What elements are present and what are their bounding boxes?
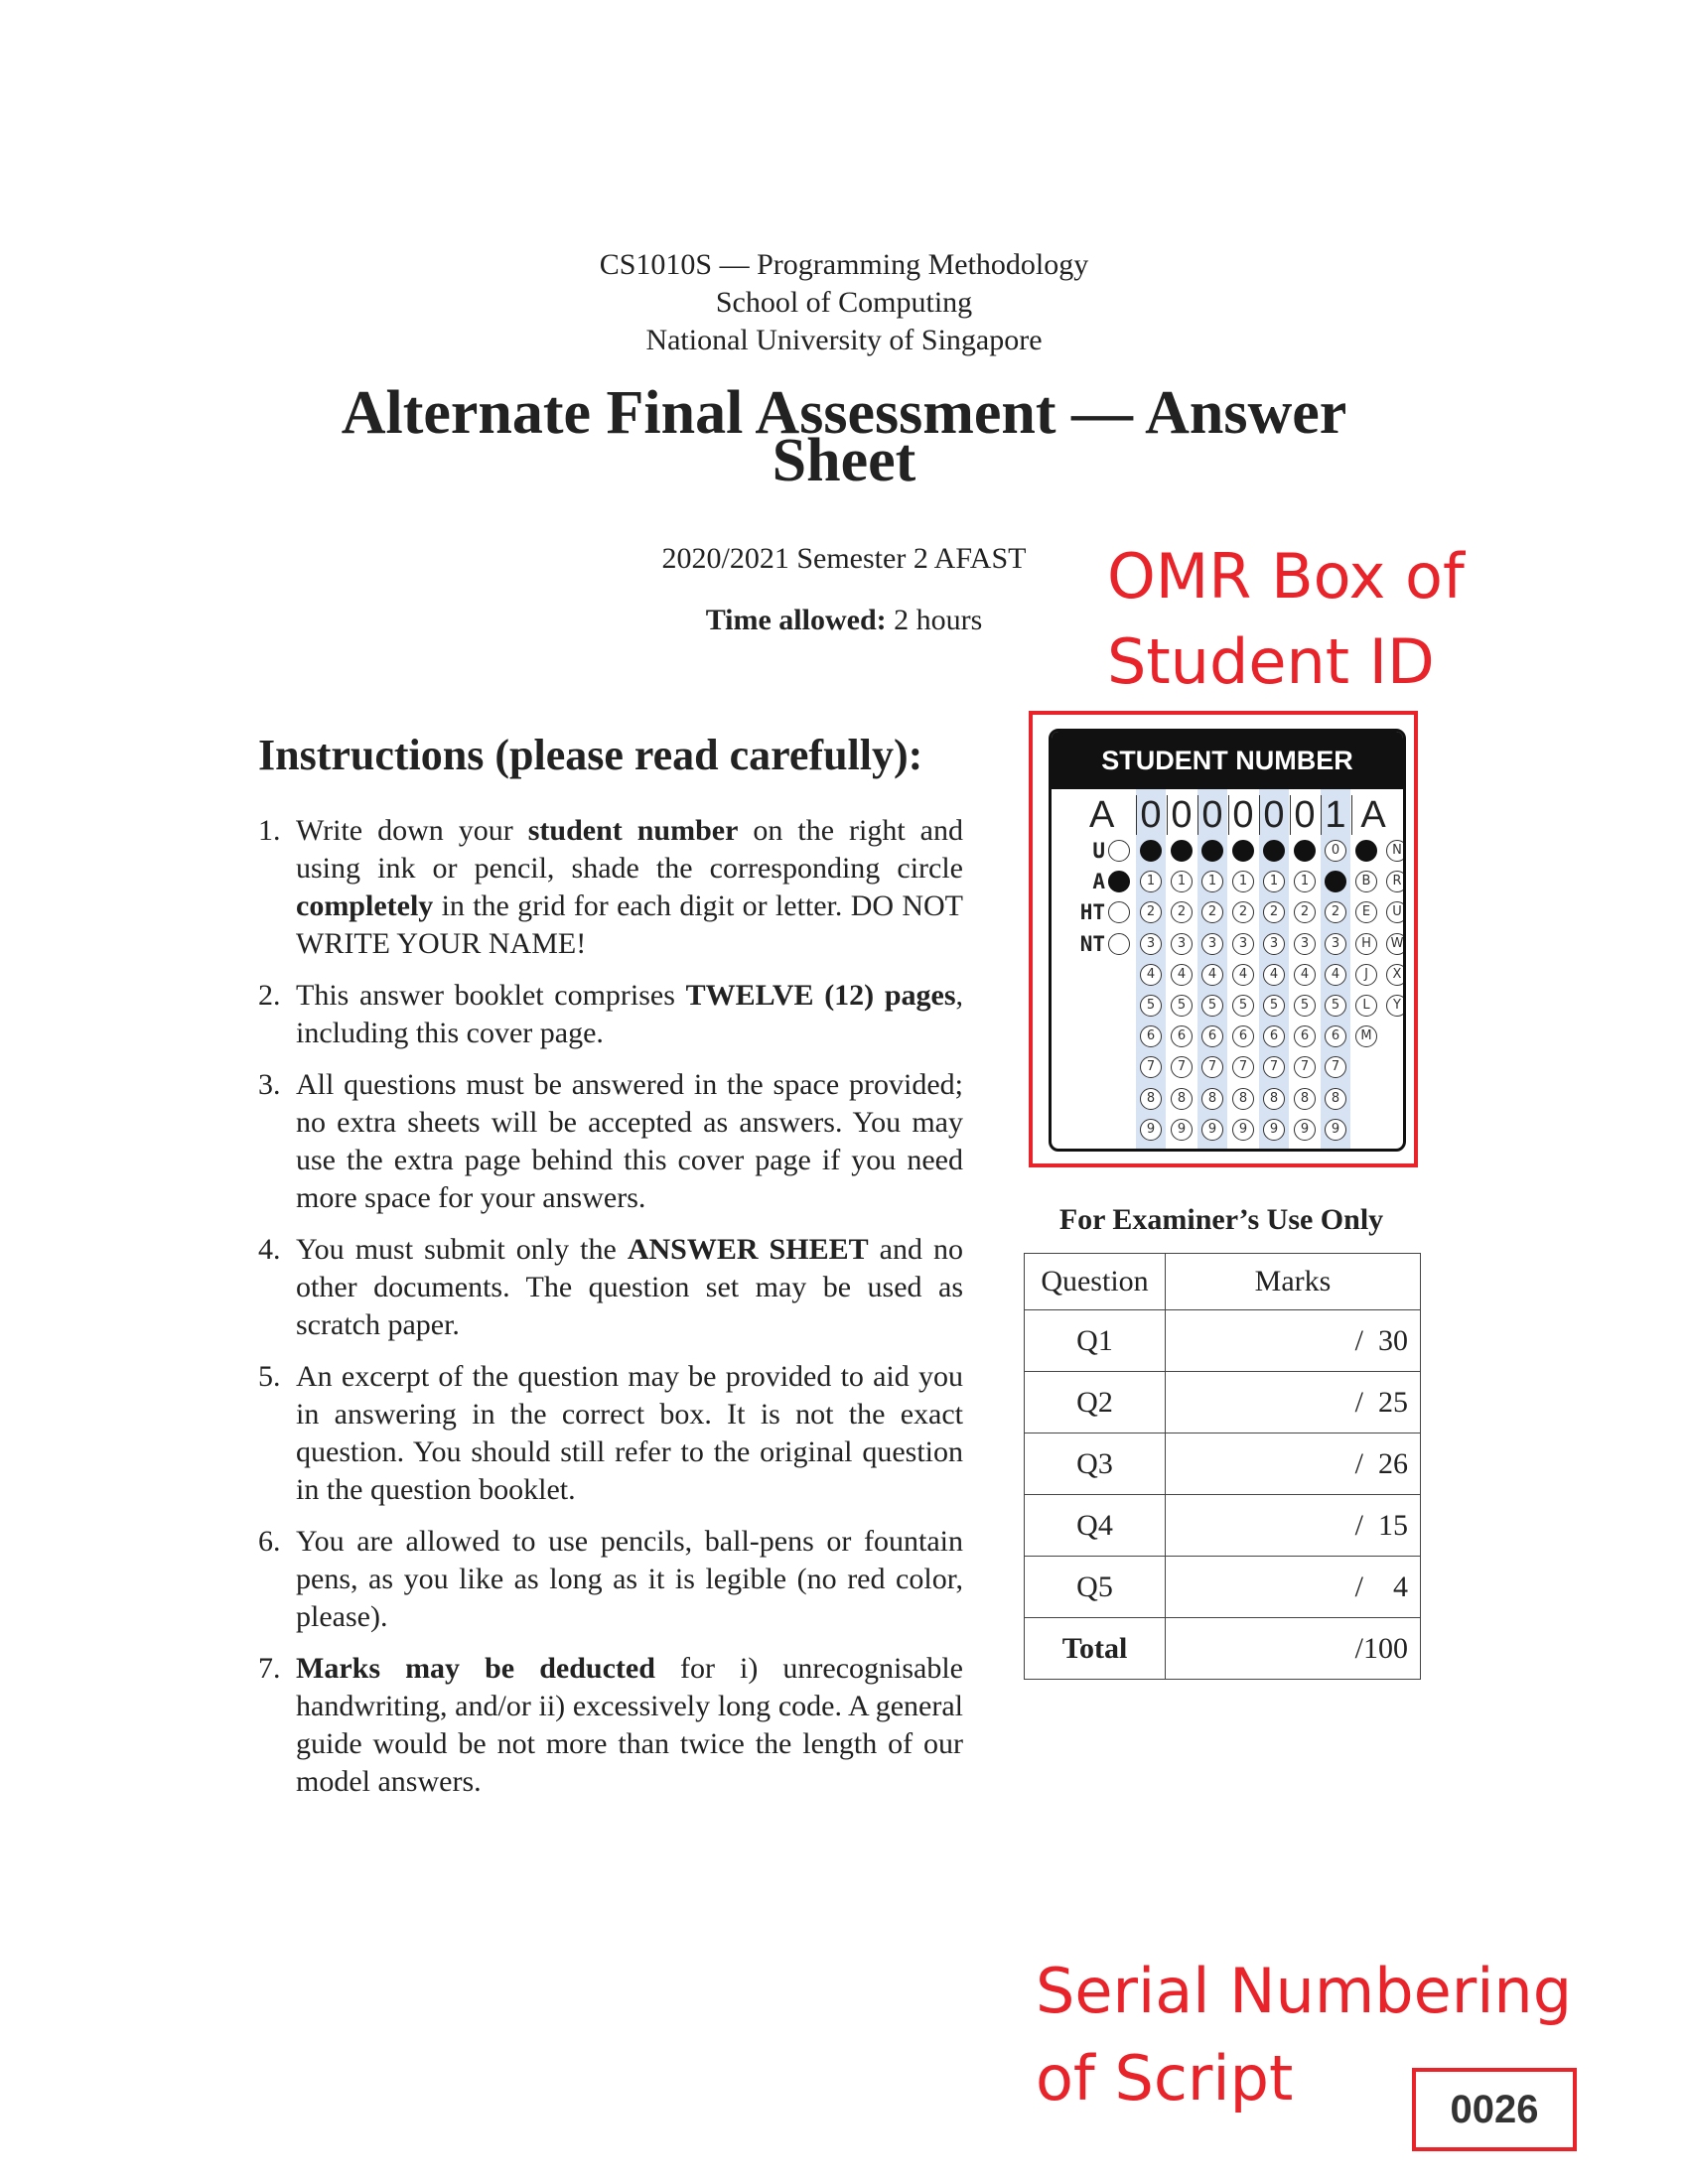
omr-digit-bubble: 7 — [1294, 1056, 1316, 1078]
omr-digit-bubble: 1 — [1140, 871, 1162, 892]
question-cell: Q5 — [1025, 1557, 1166, 1618]
instructions-heading: Instructions (please read carefully): — [258, 731, 923, 779]
omr-digit-bubble — [1171, 840, 1193, 862]
marks-row — [1025, 1495, 1421, 1557]
omr-cell-divider — [1351, 795, 1352, 835]
omr-digit-bubble: 6 — [1263, 1025, 1285, 1047]
instruction-number: 2. — [258, 979, 281, 1012]
instruction-item — [258, 812, 963, 963]
omr-digit-bubble — [1232, 840, 1254, 862]
omr-suffix-bubble: X — [1386, 964, 1406, 986]
question-cell: Q3 — [1025, 1433, 1166, 1495]
serial-annotation-line2: of Script — [1036, 2042, 1294, 2115]
omr-suffix-bubble: W — [1386, 933, 1406, 955]
omr-prefix-label: A — [1092, 870, 1105, 894]
omr-cell-divider — [1136, 795, 1137, 835]
omr-digit-bubble: 1 — [1171, 871, 1193, 892]
col-marks: Marks — [1166, 1254, 1421, 1310]
instruction-text: and no other documents. The question set may be used as scratch paper. — [296, 1233, 963, 1341]
marks-row — [1025, 1372, 1421, 1433]
omr-prefix-label: HT — [1079, 900, 1105, 925]
omr-digit-bubble: 3 — [1325, 933, 1346, 955]
instruction-text: for i) unrecognisable handwriting, and/or ii) excessively long code. A general guide would be not more than twice the length of our model answers. — [296, 1652, 963, 1798]
examiner-caption: For Examiner’s Use Only — [1058, 1203, 1384, 1236]
omr-digit-bubble: 2 — [1201, 901, 1223, 923]
instruction-text: You must submit only the — [296, 1233, 628, 1266]
instruction-number: 1. — [258, 814, 281, 847]
omr-digit-bubble — [1140, 840, 1162, 862]
omr-digit-bubble: 3 — [1232, 933, 1254, 955]
serial-number-box — [1412, 2068, 1577, 2151]
page-title — [248, 379, 1440, 494]
question-cell: Total — [1025, 1618, 1166, 1680]
omr-digit-bubble: 8 — [1201, 1088, 1223, 1110]
omr-suffix-bubble: L — [1355, 995, 1377, 1017]
instruction-text: in the grid for each digit or letter. DO NOT WRITE YOUR NAME! — [296, 889, 963, 960]
omr-cell-divider — [1197, 795, 1198, 835]
omr-digit-bubble: 8 — [1325, 1088, 1346, 1110]
instruction-text: Marks may be deducted — [296, 1652, 655, 1685]
marks-row — [1025, 1557, 1421, 1618]
instruction-item — [258, 977, 963, 1052]
time-value: 2 hours — [894, 604, 983, 636]
omr-suffix-bubble: Y — [1386, 995, 1406, 1017]
marks-cell[interactable]: / 30 — [1166, 1310, 1421, 1372]
instruction-text: completely — [296, 889, 434, 922]
marks-total-row — [1025, 1618, 1421, 1680]
omr-annotation — [1107, 534, 1465, 705]
omr-digit-bubble: 7 — [1140, 1056, 1162, 1078]
question-cell: Q4 — [1025, 1495, 1166, 1557]
omr-digit-bubble: 6 — [1140, 1025, 1162, 1047]
instruction-number: 5. — [258, 1360, 281, 1393]
omr-digit-bubble: 3 — [1294, 933, 1316, 955]
question-cell: Q2 — [1025, 1372, 1166, 1433]
omr-suffix-bubble: H — [1355, 933, 1377, 955]
omr-digit-bubble: 5 — [1232, 995, 1254, 1017]
instruction-text: student number — [527, 814, 739, 847]
omr-digit-bubble: 8 — [1263, 1088, 1285, 1110]
omr-suffix-bubble: E — [1355, 901, 1377, 923]
omr-digit-bubble: 7 — [1201, 1056, 1223, 1078]
instructions-list — [258, 812, 963, 1815]
omr-suffix-bubble — [1355, 840, 1377, 862]
omr-header: STUDENT NUMBER — [1052, 732, 1403, 789]
omr-digit-bubble: 8 — [1171, 1088, 1193, 1110]
omr-annotation-line1: OMR Box of — [1107, 540, 1465, 613]
omr-digit-bubble: 5 — [1140, 995, 1162, 1017]
omr-digit-bubble: 4 — [1171, 964, 1193, 986]
omr-cell-divider — [1321, 795, 1322, 835]
omr-prefix-bubble — [1108, 933, 1130, 955]
omr-digit-bubble: 4 — [1140, 964, 1162, 986]
col-question: Question — [1025, 1254, 1166, 1310]
omr-digit-bubble: 9 — [1263, 1119, 1285, 1141]
omr-digit-bubble: 5 — [1201, 995, 1223, 1017]
omr-prefix-bubble — [1108, 901, 1130, 923]
omr-prefix-bubble — [1108, 871, 1130, 892]
marks-header-row — [1025, 1254, 1421, 1310]
instruction-text: , including this cover page. — [296, 979, 964, 1049]
omr-suffix-bubble: N — [1386, 840, 1406, 862]
omr-digit-bubble: 7 — [1325, 1056, 1346, 1078]
serial-annotation-line1: Serial Numbering — [1036, 1955, 1573, 2027]
instruction-text: Write down your — [296, 814, 528, 847]
omr-cell-divider — [1167, 795, 1168, 835]
omr-digit-bubble: 6 — [1232, 1025, 1254, 1047]
serial-number: 0026 — [1450, 2088, 1539, 2131]
university-name: National University of Singapore — [645, 324, 1043, 356]
instruction-item — [258, 1066, 963, 1217]
omr-digit-bubble: 4 — [1294, 964, 1316, 986]
instruction-text: TWELVE (12) pages — [685, 979, 956, 1012]
marks-cell[interactable]: / 26 — [1166, 1433, 1421, 1495]
instruction-number: 4. — [258, 1233, 281, 1266]
omr-annotation-line2: Student ID — [1107, 625, 1435, 698]
school-name: School of Computing — [715, 286, 973, 319]
instruction-item — [258, 1358, 963, 1509]
omr-suffix-char: A — [1360, 794, 1386, 836]
omr-digit-bubble: 1 — [1263, 871, 1285, 892]
omr-digit-bubble: 6 — [1325, 1025, 1346, 1047]
omr-suffix-bubble: U — [1386, 901, 1406, 923]
omr-suffix-bubble: B — [1355, 871, 1377, 892]
omr-digit-bubble: 1 — [1201, 871, 1223, 892]
instruction-item — [258, 1523, 963, 1636]
omr-digit-bubble: 6 — [1294, 1025, 1316, 1047]
omr-digit-bubble: 9 — [1294, 1119, 1316, 1141]
marks-cell[interactable]: / 4 — [1166, 1557, 1421, 1618]
page-title-line1: Alternate Final Assessment — Answer — [341, 379, 1347, 447]
omr-digit-bubble: 2 — [1171, 901, 1193, 923]
omr-suffix-bubble: R — [1386, 871, 1406, 892]
omr-suffix-bubble: M — [1355, 1025, 1377, 1047]
omr-digit-bubble: 8 — [1232, 1088, 1254, 1110]
omr-digit-bubble: 6 — [1201, 1025, 1223, 1047]
instruction-number: 3. — [258, 1068, 281, 1101]
semester: 2020/2021 Semester 2 AFAST — [661, 542, 1027, 575]
instruction-item — [258, 1231, 963, 1344]
instruction-text: You are allowed to use pencils, ball-pens or fountain pens, as you like as long as it is legible (no red color, please). — [296, 1525, 963, 1633]
omr-cell-divider — [1290, 795, 1291, 835]
omr-digit-bubble: 8 — [1140, 1088, 1162, 1110]
omr-digit-bubble: 7 — [1232, 1056, 1254, 1078]
marks-table — [1024, 1253, 1421, 1680]
omr-cell-divider — [1259, 795, 1260, 835]
omr-prefix-char: A — [1089, 794, 1115, 836]
omr-digit-char: 0 — [1171, 794, 1193, 836]
omr-prefix-bubble — [1108, 840, 1130, 862]
omr-digit-bubble: 9 — [1325, 1119, 1346, 1141]
omr-digit-bubble: 1 — [1294, 871, 1316, 892]
marks-row — [1025, 1433, 1421, 1495]
omr-digit-bubble: 5 — [1171, 995, 1193, 1017]
omr-digit-bubble: 9 — [1171, 1119, 1193, 1141]
instruction-text: This answer booklet comprises — [296, 979, 686, 1012]
omr-digit-bubble: 2 — [1294, 901, 1316, 923]
course-title: CS1010S — Programming Methodology — [599, 248, 1089, 281]
time-label: Time allowed: — [705, 604, 887, 636]
omr-digit-bubble: 0 — [1325, 840, 1346, 862]
omr-digit-bubble: 4 — [1263, 964, 1285, 986]
omr-digit-bubble: 2 — [1232, 901, 1254, 923]
instruction-text: All questions must be answered in the space provided; no extra sheets will be accepted as answers. You may use the extra page behind this cover page if you need more space for your answers. — [296, 1068, 963, 1214]
marks-cell[interactable]: / 25 — [1166, 1372, 1421, 1433]
omr-digit-bubble: 5 — [1325, 995, 1346, 1017]
omr-digit-bubble: 3 — [1201, 933, 1223, 955]
omr-digit-bubble: 5 — [1294, 995, 1316, 1017]
omr-digit-bubble: 4 — [1232, 964, 1254, 986]
omr-digit-bubble: 7 — [1171, 1056, 1193, 1078]
omr-digit-char: 0 — [1201, 794, 1223, 836]
omr-digit-bubble — [1294, 840, 1316, 862]
omr-digit-bubble: 7 — [1263, 1056, 1285, 1078]
omr-digit-bubble: 8 — [1294, 1088, 1316, 1110]
instruction-text: An excerpt of the question may be provided to aid you in answering in the correct box. It is not the exact question. You should still refer to the original question in the question booklet. — [296, 1360, 963, 1506]
omr-digit-char: 0 — [1263, 794, 1285, 836]
marks-row — [1025, 1310, 1421, 1372]
instruction-number: 7. — [258, 1652, 281, 1685]
time-allowed — [596, 604, 1092, 637]
marks-cell[interactable]: / 15 — [1166, 1495, 1421, 1557]
instruction-number: 6. — [258, 1525, 281, 1558]
omr-digit-bubble: 4 — [1325, 964, 1346, 986]
omr-digit-bubble — [1201, 840, 1223, 862]
omr-digit-bubble: 9 — [1201, 1119, 1223, 1141]
instruction-item — [258, 1650, 963, 1801]
question-cell: Q1 — [1025, 1310, 1166, 1372]
omr-digit-char: 1 — [1325, 794, 1346, 836]
omr-digit-bubble: 9 — [1232, 1119, 1254, 1141]
omr-digit-char: 0 — [1294, 794, 1316, 836]
omr-digit-bubble: 3 — [1263, 933, 1285, 955]
omr-digit-bubble: 2 — [1263, 901, 1285, 923]
omr-student-number — [1049, 729, 1406, 1152]
omr-digit-bubble: 9 — [1140, 1119, 1162, 1141]
omr-digit-bubble: 5 — [1263, 995, 1285, 1017]
marks-cell[interactable]: /100 — [1166, 1618, 1421, 1680]
omr-digit-bubble: 2 — [1140, 901, 1162, 923]
omr-digit-char: 0 — [1232, 794, 1254, 836]
omr-prefix-label: U — [1092, 839, 1105, 863]
omr-digit-char: 0 — [1140, 794, 1162, 836]
omr-prefix-label: NT — [1079, 931, 1105, 956]
omr-digit-bubble: 3 — [1171, 933, 1193, 955]
omr-digit-bubble: 4 — [1201, 964, 1223, 986]
omr-digit-bubble: 6 — [1171, 1025, 1193, 1047]
omr-cell-divider — [1228, 795, 1229, 835]
omr-digit-bubble: 2 — [1325, 901, 1346, 923]
instruction-text: ANSWER SHEET — [627, 1233, 869, 1266]
instruction-text: on the right and using ink or pencil, shade the corresponding circle — [296, 814, 963, 885]
omr-suffix-bubble: J — [1355, 964, 1377, 986]
omr-digit-bubble — [1263, 840, 1285, 862]
omr-digit-bubble: 3 — [1140, 933, 1162, 955]
omr-digit-bubble: 1 — [1232, 871, 1254, 892]
page-title-line2: Sheet — [772, 427, 916, 494]
